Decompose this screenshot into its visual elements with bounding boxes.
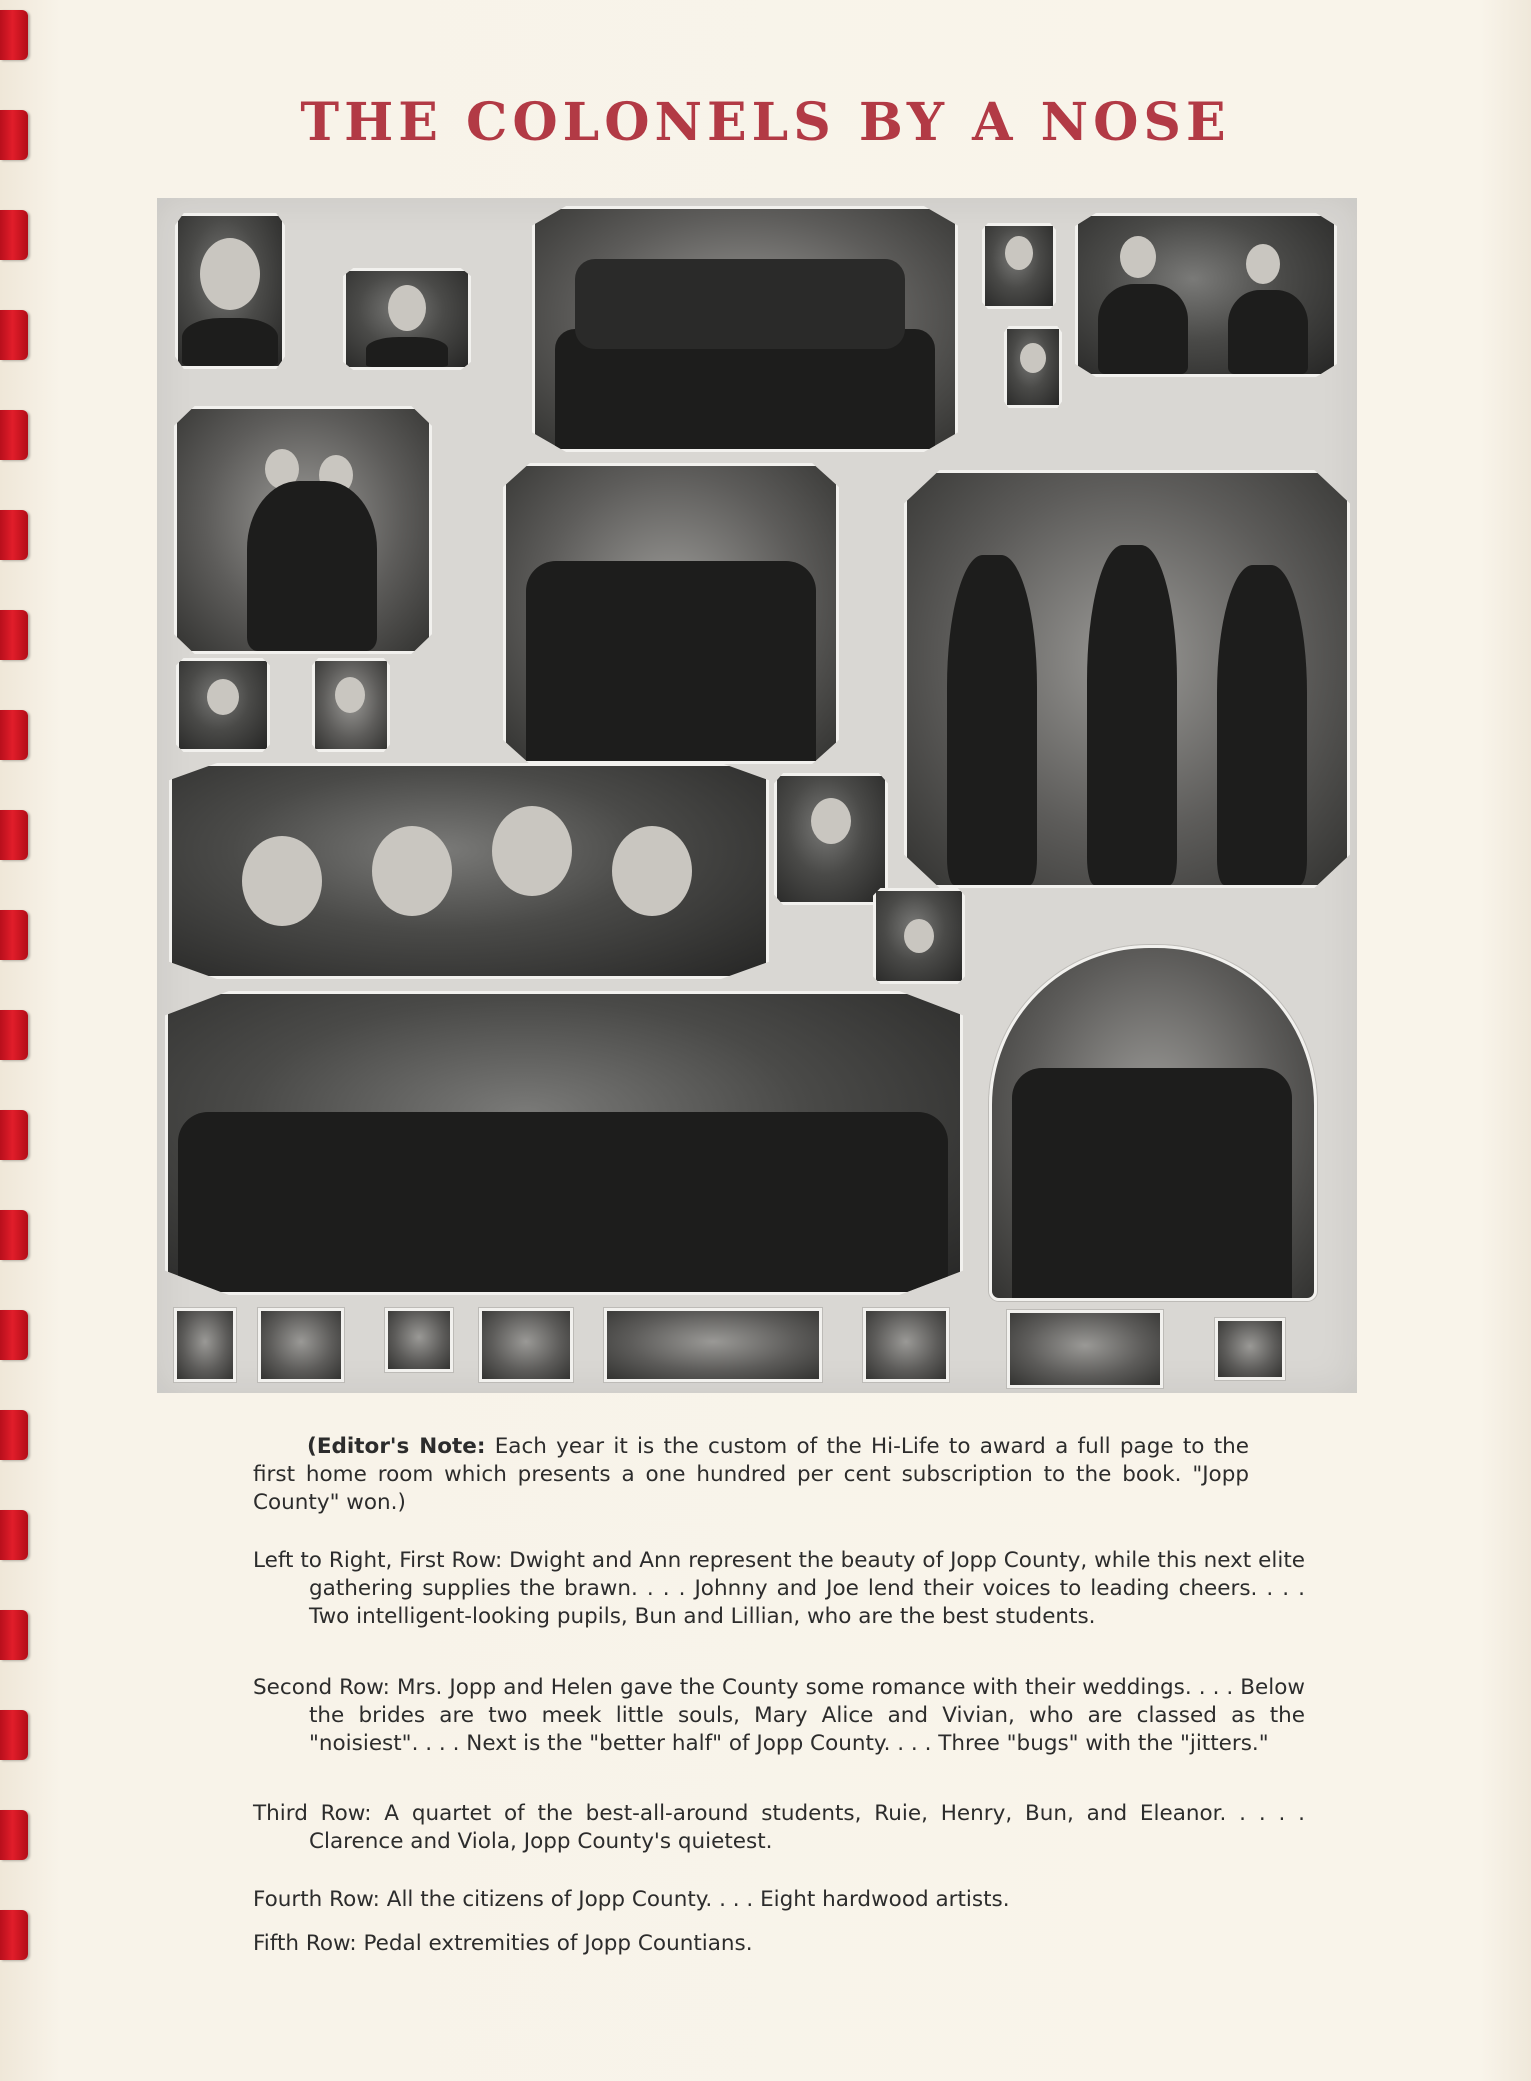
caption-label: Second Row: xyxy=(253,1675,390,1700)
caption-label: Fifth Row: xyxy=(253,1931,357,1956)
photo-feet-7 xyxy=(1007,1310,1163,1388)
binding-ring xyxy=(0,10,28,60)
photo-feet-2 xyxy=(258,1308,344,1382)
spiral-binding xyxy=(0,0,40,2081)
binding-ring xyxy=(0,1510,28,1560)
binding-ring xyxy=(0,1610,28,1660)
editors-note-body: Each year it is the custom of the Hi-Life to award a full page to the first home room which presents a one hundred per cent subscription to the book. "Jopp County" won.) xyxy=(253,1434,1249,1515)
photo-portrait-vivian xyxy=(312,658,390,752)
photo-portrait-viola xyxy=(873,888,965,984)
binding-ring xyxy=(0,710,28,760)
photo-pair-bun-lillian xyxy=(1075,213,1337,377)
photo-feet-6 xyxy=(863,1308,949,1382)
caption-first-row xyxy=(253,1547,1305,1631)
binding-ring xyxy=(0,1110,28,1160)
photo-all-citizens xyxy=(165,991,963,1295)
binding-ring xyxy=(0,1210,28,1260)
caption-third-row xyxy=(253,1800,1305,1856)
editors-note xyxy=(253,1433,1249,1517)
binding-ring xyxy=(0,1810,28,1860)
binding-ring xyxy=(0,1010,28,1060)
photo-feet-5 xyxy=(604,1308,822,1382)
binding-ring xyxy=(0,210,28,260)
caption-second-row xyxy=(253,1674,1305,1758)
photo-feet-4 xyxy=(479,1308,573,1382)
photo-feet-1 xyxy=(174,1308,236,1382)
photo-three-bugs xyxy=(904,470,1350,888)
binding-ring xyxy=(0,1910,28,1960)
caption-label: Third Row: xyxy=(253,1801,372,1826)
caption-text: A quartet of the best-all-around students, Ruie, Henry, Bun, and Eleanor. . . . . Clarence and Viola, Jopp County's quietest. xyxy=(309,1801,1305,1854)
photo-portrait-mary-alice xyxy=(176,658,270,752)
binding-ring xyxy=(0,910,28,960)
photo-group-better-half xyxy=(503,463,839,764)
photo-portrait-joe xyxy=(1004,326,1062,408)
photo-brides xyxy=(174,406,432,654)
photo-portrait-clarence xyxy=(774,773,888,905)
photo-portrait-johnny xyxy=(982,223,1056,309)
binding-ring xyxy=(0,310,28,360)
binding-ring xyxy=(0,1410,28,1460)
photo-collage xyxy=(157,198,1357,1393)
binding-ring xyxy=(0,410,28,460)
binding-ring xyxy=(0,1310,28,1360)
photo-hardwood-artists xyxy=(989,945,1317,1301)
binding-ring xyxy=(0,810,28,860)
binding-ring xyxy=(0,1710,28,1760)
photo-group-brawn xyxy=(532,206,958,452)
binding-ring xyxy=(0,510,28,560)
photo-portrait-dwight xyxy=(175,213,285,369)
caption-label: Left to Right, First Row: xyxy=(253,1548,503,1573)
caption-text: Mrs. Jopp and Helen gave the County some romance with their weddings. . . . Below the brides are two meek little souls, Mary Alice and Vivian, who are classed as the "noisiest". . . . Next is the "better half" of Jopp County. . . . Three "bugs" with the "jitters." xyxy=(309,1675,1305,1756)
editors-note-label: (Editor's Note: xyxy=(307,1434,486,1459)
caption-text: All the citizens of Jopp County. . . . Eight hardwood artists. xyxy=(386,1887,1010,1912)
photo-quartet xyxy=(169,763,769,979)
binding-ring xyxy=(0,610,28,660)
caption-label: Fourth Row: xyxy=(253,1887,380,1912)
caption-text: Pedal extremities of Jopp Countians. xyxy=(363,1931,753,1956)
photo-portrait-ann xyxy=(343,268,471,370)
page-title: THE COLONELS BY A NOSE xyxy=(300,92,1231,153)
photo-feet-3 xyxy=(385,1308,453,1372)
caption-text: Dwight and Ann represent the beauty of Jopp County, while this next elite gathering supplies the brawn. . . . Johnny and Joe lend their voices to leading cheers. . . . Two intelligent-looking pupils, Bun and Lillian, who are the best students. xyxy=(309,1548,1305,1629)
caption-fifth-row xyxy=(253,1930,1305,1958)
caption-fourth-row xyxy=(253,1886,1305,1914)
photo-feet-8 xyxy=(1215,1318,1285,1380)
